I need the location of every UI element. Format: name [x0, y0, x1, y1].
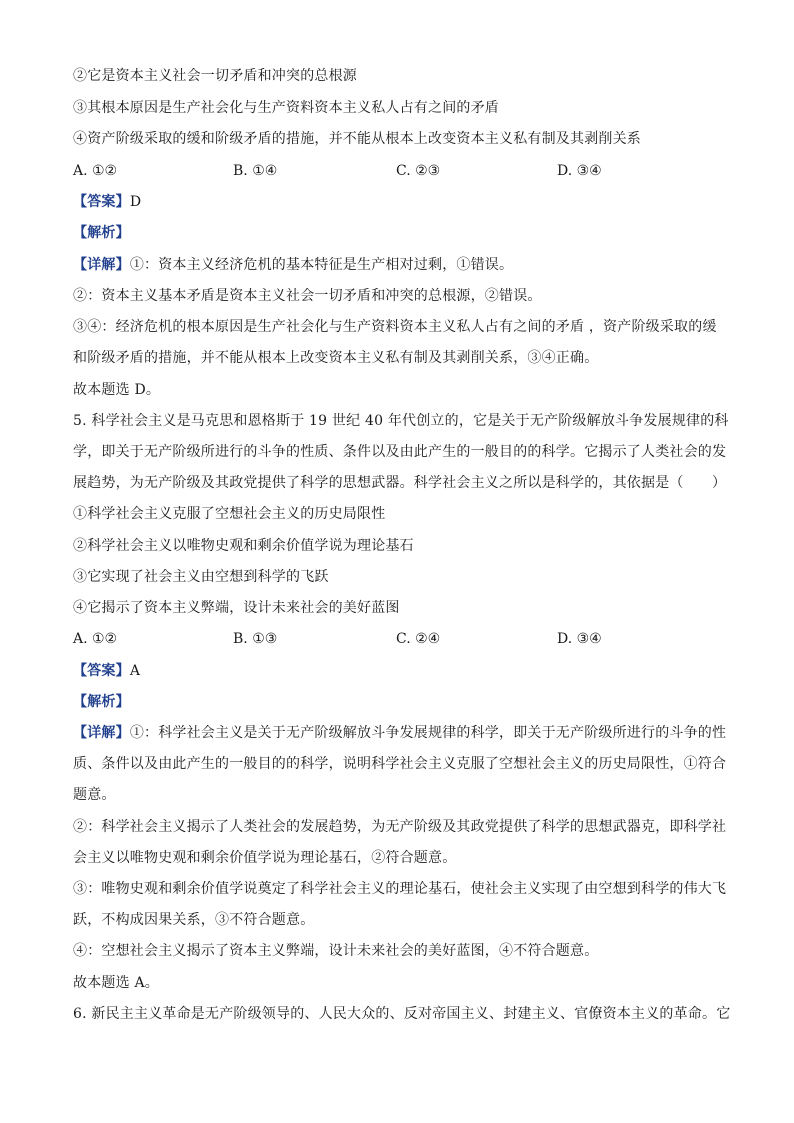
q5-item-1: ①科学社会主义克服了空想社会主义的历史局限性 — [73, 506, 386, 522]
q5-option-b: B. ①③ — [233, 631, 278, 647]
q5-item-4: ④它揭示了资本主义弊端，设计未来社会的美好蓝图 — [73, 600, 400, 616]
q5-option-c: C. ②④ — [396, 631, 441, 647]
q6-stem-1: 6. 新民主主义革命是无产阶级领导的、人民大众的、反对帝国主义、封建主义、官僚资本主义的革命。它 — [73, 1006, 731, 1022]
answer-value: A — [129, 663, 141, 679]
q4-item-4: ④资产阶级采取的缓和阶级矛盾的措施，并不能从根本上改变资本主义私有制及其剥削关系 — [73, 131, 641, 147]
q5-option-d: D. ③④ — [557, 631, 602, 647]
q5-stem-1: 5. 科学社会主义是马克思和恩格斯于 19 世纪 40 年代创立的，它是关于无产阶级解放斗争发展规律的科 — [73, 413, 729, 429]
q4-detail-3b: 和阶级矛盾的措施，并不能从根本上改变资本主义私有制及其剥削关系，③④正确。 — [73, 350, 599, 366]
q5-stem-3: 展趋势，为无产阶级及其政党提供了科学的思想武器。科学社会主义之所以是科学的，其依据是（ ） — [73, 475, 727, 491]
q5-detail-1c: 题意。 — [73, 787, 116, 803]
q5-stem-2: 学，即关于无产阶级所进行的斗争的性质、条件以及由此产生的一般目的的科学。它揭示了人类社会的发 — [73, 444, 727, 460]
q5-detail-2b: 会主义以唯物史观和剩余价值学说为理论基石，②符合题意。 — [73, 850, 457, 866]
detail-label: 【详解】 — [73, 725, 130, 741]
q5-item-3: ③它实现了社会主义由空想到科学的飞跃 — [73, 569, 329, 585]
answer-label: 【答案】 — [73, 663, 130, 679]
q4-option-b: B. ①④ — [233, 163, 278, 179]
q4-conclusion: 故本题选 D。 — [73, 382, 161, 398]
q5-detail-3a: ③：唯物史观和剩余价值学说奠定了科学社会主义的理论基石，使社会主义实现了由空想到科学的伟大飞 — [73, 881, 727, 897]
analysis-label: 【解析】 — [73, 225, 130, 241]
q5-item-2: ②科学社会主义以唯物史观和剩余价值学说为理论基石 — [73, 538, 414, 554]
detail-text: ①：资本主义经济危机的基本特征是生产相对过剩，①错误。 — [129, 257, 514, 273]
q4-detail-2: ②：资本主义基本矛盾是资本主义社会一切矛盾和冲突的总根源，②错误。 — [73, 288, 542, 304]
q4-option-a: A. ①② — [73, 163, 118, 179]
q5-analysis-label — [73, 693, 130, 711]
q5-detail-3b: 跃，不构成因果关系，③不符合题意。 — [73, 912, 315, 928]
q4-detail-1 — [73, 256, 513, 274]
q4-option-c: C. ②③ — [396, 163, 441, 179]
q4-analysis-label — [73, 224, 130, 242]
answer-value: D — [129, 194, 142, 210]
q5-option-a: A. ①② — [73, 631, 118, 647]
q5-detail-1b: 质、条件以及由此产生的一般目的的科学，说明科学社会主义克服了空想社会主义的历史局限性，①符合 — [73, 756, 727, 772]
q4-option-d: D. ③④ — [557, 163, 602, 179]
q5-conclusion: 故本题选 A。 — [73, 975, 159, 991]
q4-item-2: ②它是资本主义社会一切矛盾和冲突的总根源 — [73, 68, 357, 84]
q5-detail-4: ④：空想社会主义揭示了资本主义弊端，设计未来社会的美好蓝图，④不符合题意。 — [73, 943, 599, 959]
q5-answer — [73, 662, 140, 680]
q4-item-3: ③其根本原因是生产社会化与生产资料资本主义私人占有之间的矛盾 — [73, 100, 499, 116]
analysis-label: 【解析】 — [73, 694, 130, 710]
q4-answer — [73, 193, 141, 211]
q5-detail-1a — [73, 724, 726, 742]
answer-label: 【答案】 — [73, 194, 130, 210]
detail-text: ①：科学社会主义是关于无产阶级解放斗争发展规律的科学，即关于无产阶级所进行的斗争的性 — [129, 725, 727, 741]
q4-detail-3a: ③④：经济危机的根本原因是生产社会化与生产资料资本主义私人占有之间的矛盾 ，资产阶级采取的缓 — [73, 319, 717, 335]
detail-label: 【详解】 — [73, 257, 130, 273]
q5-detail-2a: ②：科学社会主义揭示了人类社会的发展趋势，为无产阶级及其政党提供了科学的思想武器克，即科学社 — [73, 819, 727, 835]
